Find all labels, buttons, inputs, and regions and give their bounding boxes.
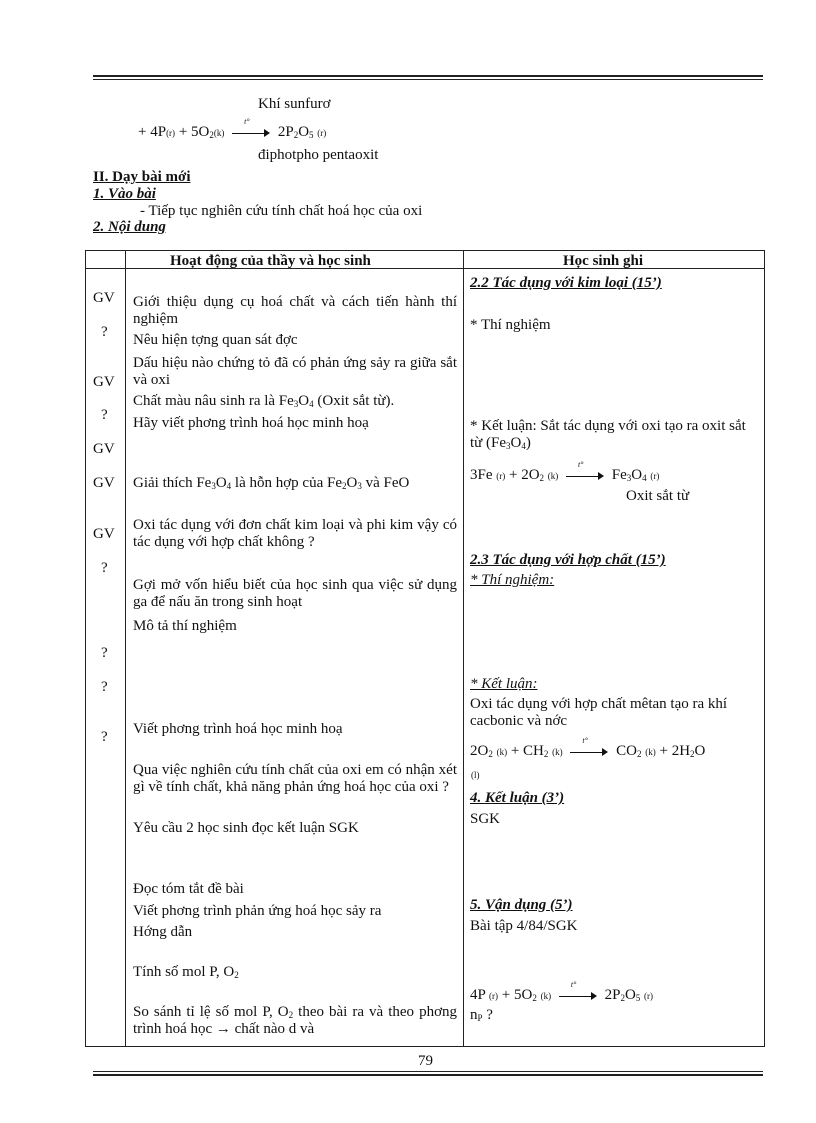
note-thi-nghiem-2: * Thí nghiệm: [470,572,555,588]
note-sgk: SGK [470,811,501,827]
role-marker: GV [93,290,115,306]
activity-text: Đọc tóm tắt đề bài [133,881,244,897]
role-marker: ? [101,729,108,745]
table-header-activity: Hoạt động của thầy và học sinh [170,253,371,269]
activity-text: Viết phơng trình phản ứng hoá học sảy ra [133,903,382,919]
equation-fe: 3Fe $(r) + 2O_2$ (k) t° $Fe_3O_4$ (r) [470,459,660,483]
heading-4: 4. Kết luận (3’) [470,790,565,806]
activity-text: Qua việc nghiên cứu tính chất của oxi em có nhận xét gì về tính chất, khả năng phản ứng hoá học của oxi ? [133,762,457,796]
activity-text: Hớng dẫn [133,924,193,940]
header-rule-bottom [93,79,763,80]
note-ket-luan-1: * Kết luận: Sắt tác dụng với oxi tạo ra oxit sắt từ $(Fe_3O_4)$ [470,418,746,452]
role-marker: ? [101,645,108,661]
activity-text: Chất màu nâu sinh ra là $Fe_3O_4$ (Oxit sắt từ). [133,393,395,409]
activity-text: Viết phơng trình hoá học minh hoạ [133,721,343,737]
equation-methane: $2O_2$ $(k) + CH_2$ (k) t° $CO_2$ $(k) + 2H_2O$ [470,735,706,759]
activity-text: Hãy viết phơng trình hoá học minh hoạ [133,415,369,431]
activity-text: Giới thiệu dụng cụ hoá chất và cách tiến hành thí nghiệm [133,294,457,328]
equation-fe-name: Oxit sắt từ [626,488,690,504]
top-equation: + $4P(r) + 5O_2(k)$ t° $2P_2O_5$ (r) [138,116,327,140]
activity-text: Tính số mol P, $O_2$ [133,964,239,980]
footer-rule-bottom [93,1074,763,1076]
header-rule-top [93,75,763,77]
label-khi-sunfuro: Khí sunfurơ [258,96,331,112]
col-divider-2 [463,250,464,1046]
activity-text: Dấu hiệu nào chứng tỏ đã có phản ứng sảy ra giữa sắt và oxi [133,355,457,389]
footer-rule-top [93,1071,763,1072]
activity-text: Oxi tác dụng với đơn chất kim loại và phi kim vậy có tác dụng với hợp chất không ? [133,517,457,551]
note-ket-luan-2-head: * Kết luận: [470,676,538,692]
activity-text: So sánh tỉ lệ số mol P, $O_2$ theo bài ra và theo phơng trình hoá học → chất nào d và [133,1004,458,1038]
role-marker: ? [101,560,108,576]
intro-text: - Tiếp tục nghiên cứu tính chất hoá học của oxi [140,203,423,219]
note-np: $n_P$ ? [470,1007,493,1023]
col-divider-1 [125,250,126,1046]
section-2-heading: 2. Nội dung [93,219,166,235]
role-marker: GV [93,374,115,390]
page-number: 79 [418,1053,433,1069]
activity-text: Mô tả thí nghiệm [133,618,237,634]
note-thi-nghiem: * Thí nghiệm [470,317,551,333]
table-header-notes: Học sinh ghi [563,253,644,269]
heading-5: 5. Vận dụng (5’) [470,897,573,913]
equation-methane-state: (l) [471,770,480,780]
role-marker: GV [93,526,115,542]
heading-2-3: 2.3 Tác dụng với hợp chất (15’) [470,552,666,568]
role-marker: GV [93,475,115,491]
note-bai-tap: Bài tập 4/84/SGK [470,918,578,934]
activity-text: Yêu cầu 2 học sinh đọc kết luận SGK [133,820,359,836]
role-marker: ? [101,324,108,340]
role-marker: ? [101,407,108,423]
activity-text: Giải thích $Fe_3O_4$ là hỗn hợp của $Fe_2O_3$ và FeO [133,475,410,491]
label-diphotpho: điphotpho pentaoxit [258,147,379,163]
equation-phosphorus: 4P $(r) + 5O_2$ (k) t° $2P_2O_5$ (r) [470,979,654,1003]
heading-2-2: 2.2 Tác dụng với kim loại (15’) [470,275,662,291]
note-ket-luan-2-text: Oxi tác dụng với hợp chất mêtan tạo ra khí cacbonic và nớc [470,696,728,730]
role-marker: ? [101,679,108,695]
reaction-arrow: t° [232,127,270,139]
activity-text: Gợi mở vốn hiểu biết của học sinh qua việc sử dụng ga để nấu ăn trong sinh hoạt [133,577,457,611]
activity-text: Nêu hiện tợng quan sát đợc [133,332,298,348]
role-marker: GV [93,441,115,457]
section-1-heading: 1. Vào bài [93,186,156,202]
section-ii-heading: II. Dạy bài mới [93,169,191,185]
